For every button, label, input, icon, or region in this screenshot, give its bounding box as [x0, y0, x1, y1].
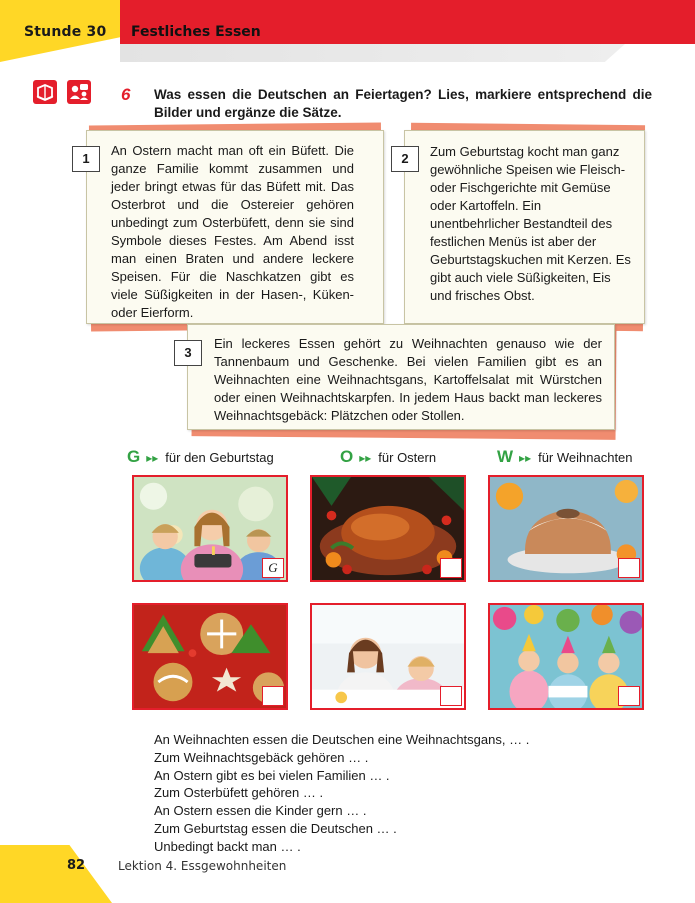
legend-geburtstag — [127, 447, 274, 467]
sentence: An Ostern essen die Kinder gern … . — [154, 803, 367, 819]
task-number: 6 — [121, 85, 131, 104]
sentence: Zum Geburtstag essen die Deutschen … . — [154, 820, 397, 836]
answer-box[interactable] — [618, 558, 640, 578]
legend-letter: W — [497, 447, 514, 466]
text-3-body: Ein leckeres Essen gehört zu Weihnachten genauso wie der Tannenbaum und Geschenke. Bei vielen Familien gibt es an Weihnachten eine Weihnachtsgans, Kartoffelsalat mit Würstchen oder einen Weihnachtskarpfen. In jedem Haus backt man leckeres Weihnachtsgebäck: Plätzchen oder Stollen. — [214, 336, 602, 423]
lesson-number: Stunde 30 — [24, 24, 107, 40]
sentence: An Ostern gibt es bei vielen Familien … . — [154, 767, 390, 783]
text-2-number: 2 — [391, 146, 419, 172]
answer-box[interactable] — [262, 686, 284, 706]
answer-box[interactable] — [440, 686, 462, 706]
footer-yellow-tab — [0, 845, 112, 903]
text-box-3 — [187, 324, 615, 430]
text-box-1 — [86, 130, 384, 324]
sentence-list — [154, 731, 529, 856]
text-box-2 — [404, 130, 645, 324]
lesson-title: Festliches Essen — [131, 24, 261, 40]
photo-child-birthday-cake — [132, 475, 288, 582]
double-arrow-icon: ▸▸ — [146, 451, 159, 465]
header-grey-strip — [120, 44, 625, 62]
text-1-number: 1 — [72, 146, 100, 172]
legend-letter: G — [127, 447, 141, 466]
legend-letter: O — [340, 447, 354, 466]
book-icon — [33, 80, 57, 104]
legend-weihnachten — [497, 447, 633, 467]
sentence: Unbedingt backt man … . — [154, 838, 301, 854]
legend-ostern — [340, 447, 436, 467]
sentence: Zum Osterbüfett gehören … . — [154, 785, 324, 801]
double-arrow-icon: ▸▸ — [359, 451, 372, 465]
answer-box[interactable]: G — [262, 558, 284, 578]
legend-label: für den Geburtstag — [165, 450, 274, 465]
chapter-label: Lektion 4. Essgewohnheiten — [118, 859, 287, 873]
task-instruction: Was essen die Deutschen an Feiertagen? Lies, markiere entsprechend die Bilder und ergänze die Sätze. — [154, 87, 652, 120]
text-1-body: An Ostern macht man oft ein Büfett. Die ganze Familie kommt zusammen und jeder bringt etwas für das Büfett mit. Das Osterbrot und die Ostereier gehören unbedingt zum Osterbüfett, denn sie sind Symbole dieses Festes. Am Abend isst man einen Braten und andere leckere Speisen. Für die Naschkatzen gibt es viele Süßigkeiten in der Hasen-, Küken- oder Eierform. — [111, 143, 354, 320]
answer-box[interactable] — [618, 686, 640, 706]
photo-bundt-cake — [488, 475, 644, 582]
photo-birthday-party — [488, 603, 644, 710]
photo-christmas-cookies — [132, 603, 288, 710]
legend-label: für Weihnachten — [538, 450, 633, 465]
double-arrow-icon: ▸▸ — [519, 451, 532, 465]
pair-work-icon — [67, 80, 91, 104]
text-2-body: Zum Geburtstag kocht man ganz gewöhnliche Speisen wie Fleisch- oder Fischgerichte mit Gemüse oder Kartoffeln. Ein unentbehrlicher Bestandteil des festlichen Menüs ist aber der Geburtstagskuchen mit Kerzen. Es gibt auch viele Süßigkeiten, Eis und frisches Obst. — [430, 144, 631, 303]
sentence: Zum Weihnachtsgebäck gehören … . — [154, 749, 369, 765]
photo-family-meal — [310, 603, 466, 710]
sentence: An Weihnachten essen die Deutschen eine Weihnachtsgans, … . — [154, 732, 530, 747]
answer-box[interactable] — [440, 558, 462, 578]
photo-roast-goose — [310, 475, 466, 582]
legend-label: für Ostern — [378, 450, 437, 465]
page-number: 82 — [67, 858, 86, 873]
text-3-number: 3 — [174, 340, 202, 366]
